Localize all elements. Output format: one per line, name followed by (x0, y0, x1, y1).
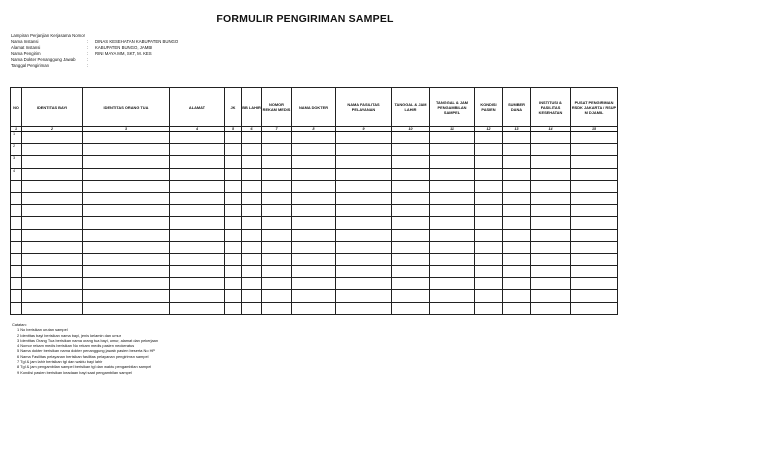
row-number (11, 290, 22, 302)
table-cell[interactable] (531, 290, 571, 302)
table-cell[interactable] (292, 266, 336, 278)
table-row (11, 168, 618, 180)
table-cell[interactable] (242, 253, 262, 265)
column-header: NO (11, 88, 22, 127)
info-label: Tanggal Pengiriman (11, 63, 49, 69)
table-cell[interactable] (225, 253, 242, 265)
table-cell[interactable] (336, 156, 392, 168)
table-cell[interactable] (531, 302, 571, 314)
table-row (11, 132, 618, 144)
table-cell[interactable] (392, 132, 430, 144)
table-cell[interactable] (262, 180, 292, 192)
row-number (11, 266, 22, 278)
table-cell[interactable] (531, 144, 571, 156)
table-cell[interactable] (242, 290, 262, 302)
table-cell[interactable] (170, 180, 225, 192)
table-cell[interactable] (503, 229, 531, 241)
table-cell[interactable] (392, 278, 430, 290)
table-cell[interactable] (503, 278, 531, 290)
column-header: NAMA DOKTER (292, 88, 336, 127)
table-cell[interactable] (83, 168, 170, 180)
table-cell[interactable] (242, 302, 262, 314)
info-label: Nama Pengirim (11, 51, 41, 57)
table-cell[interactable] (475, 180, 503, 192)
column-number: 3 (83, 127, 170, 132)
table-cell[interactable] (292, 180, 336, 192)
table-cell[interactable] (225, 168, 242, 180)
table-cell[interactable] (292, 156, 336, 168)
column-number: 13 (503, 127, 531, 132)
table-cell[interactable] (242, 278, 262, 290)
table-cell[interactable] (503, 180, 531, 192)
table-cell[interactable] (292, 302, 336, 314)
table-cell[interactable] (242, 168, 262, 180)
table-cell[interactable] (170, 278, 225, 290)
table-cell[interactable] (22, 156, 83, 168)
table-cell[interactable] (22, 241, 83, 253)
note-item: 6 Nama Fasilitas pelayanan berisikan fasilitas pelayanan pengirimsn sampel (17, 353, 149, 359)
table-cell[interactable] (22, 205, 83, 217)
table-row (11, 229, 618, 241)
table-cell[interactable] (475, 168, 503, 180)
info-value: DINAS KESEHATAN KABUPATEN BUNGO (95, 39, 179, 45)
info-value: RINI MAYA MM, SKT, M. KES (95, 51, 152, 57)
table-cell[interactable] (22, 192, 83, 204)
row-number (11, 253, 22, 265)
info-label: Nama Dokter Penanggung Jawab (11, 57, 76, 63)
column-header: BB LAHIR (242, 88, 262, 127)
table-cell[interactable] (262, 205, 292, 217)
table-cell[interactable] (83, 253, 170, 265)
table-cell[interactable] (225, 192, 242, 204)
table-cell[interactable] (292, 132, 336, 144)
table-cell[interactable] (262, 241, 292, 253)
table-cell[interactable] (430, 144, 475, 156)
table-cell[interactable] (571, 168, 618, 180)
table-cell[interactable] (475, 156, 503, 168)
table-cell[interactable] (571, 217, 618, 229)
table-cell[interactable] (392, 241, 430, 253)
table-cell[interactable] (22, 253, 83, 265)
table-cell[interactable] (292, 205, 336, 217)
table-cell[interactable] (475, 229, 503, 241)
table-cell[interactable] (170, 241, 225, 253)
table-cell[interactable] (336, 290, 392, 302)
table-cell[interactable] (170, 205, 225, 217)
table-cell[interactable] (22, 266, 83, 278)
table-cell[interactable] (392, 180, 430, 192)
table-cell[interactable] (262, 192, 292, 204)
column-number: 14 (531, 127, 571, 132)
info-row: Nama Pengirim : RINI MAYA MM, SKT, M. KES (11, 51, 152, 57)
table-row (11, 290, 618, 302)
table-cell[interactable] (242, 266, 262, 278)
info-label: Alamat Instansi (11, 45, 41, 51)
table-cell[interactable] (225, 180, 242, 192)
note-item: 4 Nomor rekam medis berisikan No rekam medis pasien neokeratus (17, 343, 135, 349)
table-cell[interactable] (262, 278, 292, 290)
table-cell[interactable] (292, 290, 336, 302)
table-cell[interactable] (225, 205, 242, 217)
table-cell[interactable] (531, 205, 571, 217)
table-cell[interactable] (292, 217, 336, 229)
table-cell[interactable] (503, 168, 531, 180)
table-cell[interactable] (475, 302, 503, 314)
row-number (11, 217, 22, 229)
table-cell[interactable] (262, 168, 292, 180)
row-number (11, 302, 22, 314)
table-cell[interactable] (392, 302, 430, 314)
row-number (11, 241, 22, 253)
table-cell[interactable] (430, 278, 475, 290)
info-row: Nama Instansi : DINAS KESEHATAN KABUPATEN BUNGO (11, 39, 179, 45)
table-cell[interactable] (531, 241, 571, 253)
table-cell[interactable] (242, 205, 262, 217)
table-cell[interactable] (225, 156, 242, 168)
table-cell[interactable] (22, 132, 83, 144)
table-cell[interactable] (392, 229, 430, 241)
column-number: 9 (336, 127, 392, 132)
table-cell[interactable] (170, 144, 225, 156)
table-cell[interactable] (336, 217, 392, 229)
column-header: KONDISI PASIEN (475, 88, 503, 127)
table-cell[interactable] (336, 144, 392, 156)
table-cell[interactable] (336, 205, 392, 217)
table-cell[interactable] (225, 290, 242, 302)
table-cell[interactable] (571, 144, 618, 156)
table-cell[interactable] (170, 290, 225, 302)
table-cell[interactable] (475, 192, 503, 204)
table-cell[interactable] (430, 180, 475, 192)
info-row: Alamat Instansi : KABUPATEN BUNGO, JAMBI (11, 45, 153, 51)
table-row (11, 253, 618, 265)
table-cell[interactable] (336, 302, 392, 314)
table-cell[interactable] (392, 192, 430, 204)
table-row (11, 217, 618, 229)
table-cell[interactable] (336, 278, 392, 290)
table-cell[interactable] (22, 180, 83, 192)
table-cell[interactable] (531, 278, 571, 290)
column-header: TANGGAL & JAM PENGAMBILAN SAMPEL (430, 88, 475, 127)
table-cell[interactable] (430, 205, 475, 217)
table-cell[interactable] (392, 205, 430, 217)
table-cell[interactable] (170, 192, 225, 204)
table-cell[interactable] (83, 302, 170, 314)
table-cell[interactable] (430, 217, 475, 229)
column-number: 15 (571, 127, 618, 132)
table-row (11, 241, 618, 253)
table-cell[interactable] (531, 180, 571, 192)
column-header: IDENTITAS BAYI (22, 88, 83, 127)
column-number: 4 (170, 127, 225, 132)
table-row (11, 144, 618, 156)
table-cell[interactable] (292, 253, 336, 265)
form-title: FORMULIR PENGIRIMAN SAMPEL (216, 13, 394, 25)
table-cell[interactable] (170, 253, 225, 265)
table-cell[interactable] (475, 217, 503, 229)
table-cell[interactable] (242, 241, 262, 253)
table-cell[interactable] (571, 132, 618, 144)
table-cell[interactable] (571, 253, 618, 265)
table-cell[interactable] (571, 205, 618, 217)
note-item: 5 Nama dokter berisikan nama dokter penanggung jawab pasien beserta No HP (17, 348, 155, 354)
form-info-block (11, 33, 178, 69)
table-cell[interactable] (83, 278, 170, 290)
table-cell[interactable] (503, 205, 531, 217)
column-header: IDENTITAS ORANG TUA (83, 88, 170, 127)
table-cell[interactable] (83, 217, 170, 229)
table-cell[interactable] (531, 217, 571, 229)
table-cell[interactable] (22, 278, 83, 290)
row-number (11, 192, 22, 204)
column-number: 8 (292, 127, 336, 132)
column-number: 12 (475, 127, 503, 132)
column-number: 5 (225, 127, 242, 132)
note-item: 8 Tgl & jam pengambilan sampel berisikan tgl dan waktu pengambilan sampel (17, 364, 152, 370)
table-cell[interactable] (22, 302, 83, 314)
table-row (11, 278, 618, 290)
table-cell[interactable] (503, 290, 531, 302)
table-cell[interactable] (571, 278, 618, 290)
table-cell[interactable] (503, 132, 531, 144)
table-cell[interactable] (531, 168, 571, 180)
table-cell[interactable] (225, 217, 242, 229)
table-cell[interactable] (336, 168, 392, 180)
table-cell[interactable] (503, 266, 531, 278)
table-cell[interactable] (531, 132, 571, 144)
table-cell[interactable] (22, 168, 83, 180)
row-number (11, 205, 22, 217)
table-cell[interactable] (83, 241, 170, 253)
row-number (11, 278, 22, 290)
column-number: 7 (262, 127, 292, 132)
table-cell[interactable] (292, 241, 336, 253)
table-cell[interactable] (336, 266, 392, 278)
table-row (11, 192, 618, 204)
info-label: Nama Instansi (11, 39, 39, 45)
table-cell[interactable] (503, 253, 531, 265)
table-cell[interactable] (292, 192, 336, 204)
column-header: PUSAT PENGIRIMAN RSDK JAKARTA / RSUP M DJAMIL (571, 88, 618, 127)
table-cell[interactable] (262, 217, 292, 229)
table-cell[interactable] (170, 168, 225, 180)
table-cell[interactable] (503, 241, 531, 253)
table-cell[interactable] (531, 253, 571, 265)
table-cell[interactable] (336, 253, 392, 265)
table-cell[interactable] (170, 132, 225, 144)
table-cell[interactable] (170, 266, 225, 278)
table-cell[interactable] (503, 144, 531, 156)
table-cell[interactable] (22, 217, 83, 229)
table-cell[interactable] (225, 302, 242, 314)
table-cell[interactable] (392, 144, 430, 156)
notes-section (12, 322, 158, 375)
note-item: 1 No berisikan urutan sampel (17, 327, 68, 333)
table-cell[interactable] (242, 217, 262, 229)
info-value: KABUPATEN BUNGO, JAMBI (95, 45, 153, 51)
table-cell[interactable] (430, 266, 475, 278)
table-cell[interactable] (392, 290, 430, 302)
table-row (11, 156, 618, 168)
table-cell[interactable] (262, 132, 292, 144)
column-header: TANGGAL & JAM LAHIR (392, 88, 430, 127)
table-cell[interactable] (83, 205, 170, 217)
table-cell[interactable] (22, 290, 83, 302)
column-number: 11 (430, 127, 475, 132)
table-cell[interactable] (262, 144, 292, 156)
table-cell[interactable] (503, 156, 531, 168)
column-header: SUMBER DANA (503, 88, 531, 127)
table-cell[interactable] (336, 241, 392, 253)
table-cell[interactable] (292, 168, 336, 180)
table-cell[interactable] (225, 241, 242, 253)
table-cell[interactable] (225, 144, 242, 156)
column-number: 6 (242, 127, 262, 132)
table-row (11, 266, 618, 278)
table-row (11, 180, 618, 192)
table-cell[interactable] (262, 253, 292, 265)
table-cell[interactable] (83, 156, 170, 168)
table-cell[interactable] (242, 144, 262, 156)
table-cell[interactable] (571, 241, 618, 253)
table-cell[interactable] (262, 229, 292, 241)
table-cell[interactable] (336, 132, 392, 144)
row-number (11, 180, 22, 192)
note-item: 2 Identitas bayi berisikan nama bayi, jenis kelamin dan umur (17, 332, 122, 338)
table-cell[interactable] (242, 132, 262, 144)
table-cell[interactable] (292, 229, 336, 241)
table-cell[interactable] (262, 266, 292, 278)
column-header: ALAMAT (170, 88, 225, 127)
table-cell[interactable] (475, 266, 503, 278)
table-cell[interactable] (430, 132, 475, 144)
table-cell[interactable] (571, 266, 618, 278)
table-cell[interactable] (430, 168, 475, 180)
table-cell[interactable] (83, 192, 170, 204)
row-number: 3 (11, 156, 22, 168)
table-cell[interactable] (475, 290, 503, 302)
table-cell[interactable] (292, 278, 336, 290)
column-header: INSTITUSI & FASILITAS KESEHATAN (531, 88, 571, 127)
column-number: 2 (22, 127, 83, 132)
info-row: Tanggal Pengiriman : (11, 63, 89, 69)
table-cell[interactable] (22, 144, 83, 156)
table-header-row (11, 88, 618, 127)
row-number: 4 (11, 168, 22, 180)
table-cell[interactable] (292, 144, 336, 156)
table-cell[interactable] (242, 156, 262, 168)
table-cell[interactable] (475, 144, 503, 156)
column-number: 1 (11, 127, 22, 132)
table-cell[interactable] (392, 168, 430, 180)
column-header: NAMA FASILITAS PELAYANAN (336, 88, 392, 127)
table-cell[interactable] (503, 217, 531, 229)
table-cell[interactable] (170, 302, 225, 314)
table-cell[interactable] (336, 180, 392, 192)
table-cell[interactable] (475, 253, 503, 265)
table-cell[interactable] (336, 192, 392, 204)
table-cell[interactable] (475, 132, 503, 144)
table-cell[interactable] (22, 229, 83, 241)
table-cell[interactable] (83, 229, 170, 241)
note-item: 3 Identitas Orang Tua berisikan nama orang tua bayi, umur, alamat dan pekerjaan (17, 337, 159, 343)
info-row: Nama Dokter Penanggung Jawab : (11, 57, 89, 63)
table-cell[interactable] (83, 266, 170, 278)
table-cell[interactable] (430, 302, 475, 314)
column-header: JK (225, 88, 242, 127)
table-row (11, 302, 618, 314)
row-number: 2 (11, 144, 22, 156)
row-number (11, 229, 22, 241)
table-cell[interactable] (571, 156, 618, 168)
table-cell[interactable] (225, 229, 242, 241)
table-cell[interactable] (475, 241, 503, 253)
table-cell[interactable] (225, 266, 242, 278)
sample-table (10, 87, 618, 315)
agreement-intro: Lampiran Perjanjian Kerjasama Nomor (11, 33, 86, 38)
table-cell[interactable] (170, 229, 225, 241)
table-cell[interactable] (571, 290, 618, 302)
table-cell[interactable] (392, 266, 430, 278)
table-cell[interactable] (430, 253, 475, 265)
table-cell[interactable] (475, 278, 503, 290)
table-cell[interactable] (83, 290, 170, 302)
table-cell[interactable] (242, 180, 262, 192)
table-cell[interactable] (225, 278, 242, 290)
table-cell[interactable] (262, 156, 292, 168)
note-item: 9 Kondisi pasien berisikan keadaan bayi saat pengambilan sampel (17, 369, 132, 375)
table-cell[interactable] (531, 266, 571, 278)
column-number: 10 (392, 127, 430, 132)
notes-heading: Catatan: (12, 322, 27, 327)
table-cell[interactable] (170, 156, 225, 168)
table-cell[interactable] (571, 302, 618, 314)
table-cell[interactable] (225, 132, 242, 144)
table-cell[interactable] (571, 180, 618, 192)
table-cell[interactable] (503, 302, 531, 314)
table-cell[interactable] (430, 241, 475, 253)
table-cell[interactable] (430, 156, 475, 168)
table-cell[interactable] (83, 144, 170, 156)
table-cell[interactable] (83, 180, 170, 192)
table-cell[interactable] (571, 229, 618, 241)
table-cell[interactable] (531, 229, 571, 241)
table-cell[interactable] (242, 229, 262, 241)
note-item: 7 Tgl & jam lahir berisikan tgl dan waktu bayi lahir (17, 359, 103, 365)
column-header: NOMOR REKAM MEDIS (262, 88, 292, 127)
table-row (11, 205, 618, 217)
table-cell[interactable] (170, 217, 225, 229)
table-cell[interactable] (262, 302, 292, 314)
table-cell[interactable] (571, 192, 618, 204)
table-cell[interactable] (262, 290, 292, 302)
table-cell[interactable] (430, 192, 475, 204)
table-cell[interactable] (392, 253, 430, 265)
table-cell[interactable] (531, 156, 571, 168)
table-cell[interactable] (242, 192, 262, 204)
table-cell[interactable] (392, 156, 430, 168)
table-cell[interactable] (430, 290, 475, 302)
table-cell[interactable] (392, 217, 430, 229)
table-cell[interactable] (503, 192, 531, 204)
table-cell[interactable] (430, 229, 475, 241)
table-cell[interactable] (336, 229, 392, 241)
table-cell[interactable] (83, 132, 170, 144)
table-cell[interactable] (531, 192, 571, 204)
row-number: 1 (11, 132, 22, 144)
table-cell[interactable] (475, 205, 503, 217)
